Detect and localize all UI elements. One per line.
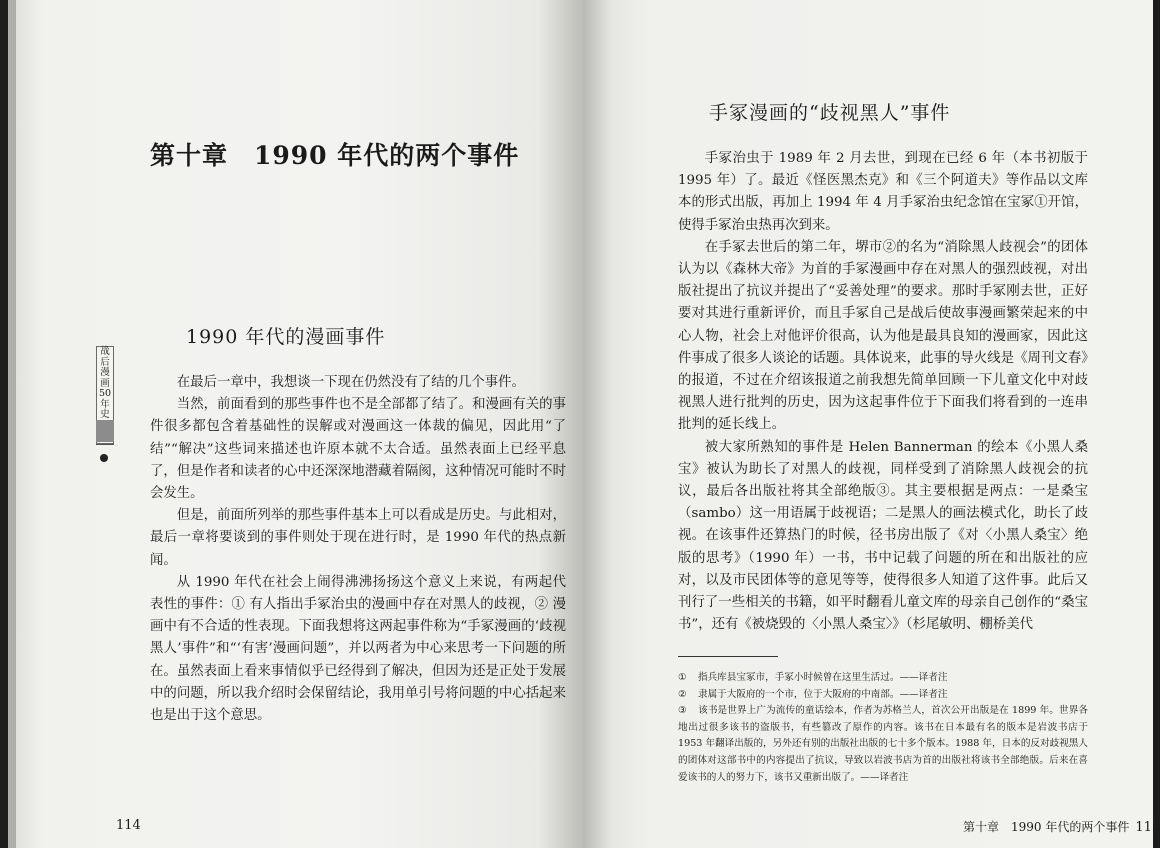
- left-page: [8, 0, 583, 848]
- paragraph: 在手冢去世后的第二年，堺市②的名为“消除黑人歧视会”的团体认为以《森林大帝》为首的手冢漫画中存在对黑人的强烈歧视，对出版社提出了抗议并提出了“妥善处理”的要求。那时手冢刚去世，正好要对其进行重新评价，而且手冢自己是战后使故事漫画繁荣起来的中心人物，社会上对他评价很高，认为他是最具良知的漫画家，因此这件事成了很多人谈论的话题。具体说来，此事的导火线是《周刊文春》的报道，不过在介绍该报道之前我想先简单回顾一下儿童文化中对歧视黑人进行批判的历史，因为这起事件位于下面我们将看到的一连串批判的延长线上。: [678, 239, 1088, 433]
- page-number-left: 114: [116, 818, 141, 833]
- footnote-text: 指兵库县宝冢市，手冢小时候曾在这里生活过。——译者注: [698, 672, 948, 683]
- footnote-mark: ③: [678, 705, 687, 717]
- footnote-text: 隶属于大阪府的一个市，位于大阪府的中南部。——译者注: [698, 688, 948, 700]
- section-title-right: 手冢漫画的“歧视黑人”事件: [709, 102, 951, 124]
- paragraph: 被大家所熟知的事件是 Helen Bannerman 的绘本《小黑人桑宝》被认为助长了对黑人的歧视，同样受到了消除黑人歧视会的抗议，最后各出版社将其全部绝版③。其主要根据是两点：一是桑宝（sambo）这一用语属于歧视语；二是黑人的画法模式化，助长了歧视。在该事件还算热门的时候，径书房出版了《对〈小黑人桑宝〉绝版的思考》（1990 年）一书，书中记载了问题的所在和出版社的应对，以及市民团体等的意见等等，使得很多人知道了这件事。此后又刊行了一些相关的书籍，如平时翻看儿童文库的母亲自己创作的“桑宝书”，还有《被烧毁的〈小黑人桑宝〉》（杉尾敏明、棚桥美代: [678, 439, 1088, 633]
- footnotes: [678, 670, 1088, 786]
- paragraph: 当然，前面看到的那些事件也不是全部都了结了。和漫画有关的事件很多都包含着基础性的误解或对漫画这一体裁的偏见，因此用“了结”“解决”这些词来描述也许原本就不太合适。虽然表面上已经平息了，但是作者和读者的心中还深深地潜藏着隔阂，这种情况可能时不时会发生。: [150, 397, 566, 502]
- running-header-text: 第十章 1990 年代的两个事件: [963, 820, 1130, 834]
- paragraph: 在最后一章中，我想谈一下现在仍然没有了结的几个事件。: [176, 375, 525, 390]
- page-edge: [8, 0, 16, 848]
- side-tab-marker: [96, 420, 114, 442]
- bullet-icon: [100, 454, 108, 462]
- footnote-rule: [678, 656, 778, 657]
- page-number-right: 115: [1135, 820, 1160, 835]
- paragraph: 但是，前面所列举的那些事件基本上可以看成是历史。与此相对，最后一章将要谈到的事件则处于现在进行时，是 1990 年代的热点新闻。: [150, 508, 566, 568]
- section-title: 1990 年代的漫画事件: [186, 326, 386, 348]
- footnote-text: 该书是世界上广为流传的童话绘本，作者为苏格兰人，首次公开出版是在 1899 年。世界各地出过很多该书的盗版书，有些篡改了原作的内容。该书在日本最有名的版本是岩波书店于 1953 年翻译出版的，另外还有别的出版社出版的七十多个版本。1988 年，日本的反对歧视黑人的团体对这部书中的内容提出了抗议，导致以岩波书店为首的出版社将该书全部绝版。后来在喜爱该书的人的努力下，该书又重新出版了。——译者注: [678, 705, 1088, 783]
- side-tab: 战后漫画50年史: [96, 346, 114, 444]
- footnote: [678, 687, 1088, 704]
- chapter-title: 第十章 1990 年代的两个事件: [150, 141, 520, 170]
- paragraph: 从 1990 年代在社会上闹得沸沸扬扬这个意义上来说，有两起代表性的事件：① 有人指出手冢治虫的漫画中存在对黑人的歧视，② 漫画中有不合适的性表现。下面我想将这两起事件称为“手冢漫画的‘歧视黑人’事件”和“‘有害’漫画问题”，并以两者为中心来思考一下问题的所在。虽然表面上看来事情似乎已经得到了解决，但因为还是正处于发展中的问题，所以我介绍时会保留结论，我用单引号将问题的中心括起来也是出于这个意思。: [150, 574, 566, 724]
- footnote: [678, 670, 1088, 687]
- left-body-text: [150, 372, 566, 727]
- footnote-mark: ②: [678, 688, 687, 700]
- paragraph: 手冢治虫于 1989 年 2 月去世，到现在已经 6 年（本书初版于 1995 年）了。最近《怪医黑杰克》和《三个阿道夫》等作品以文库本的形式出版，再加上 1994 年 4 月手冢治虫纪念馆在宝冢①开馆，使得手冢治虫热再次到来。: [678, 151, 1088, 233]
- right-body-text: [678, 148, 1088, 636]
- right-page: [583, 0, 1160, 848]
- footnote: [678, 703, 1088, 786]
- side-tab-rule: [96, 444, 114, 445]
- footnote-mark: ①: [678, 672, 687, 683]
- running-footer: [963, 818, 1160, 835]
